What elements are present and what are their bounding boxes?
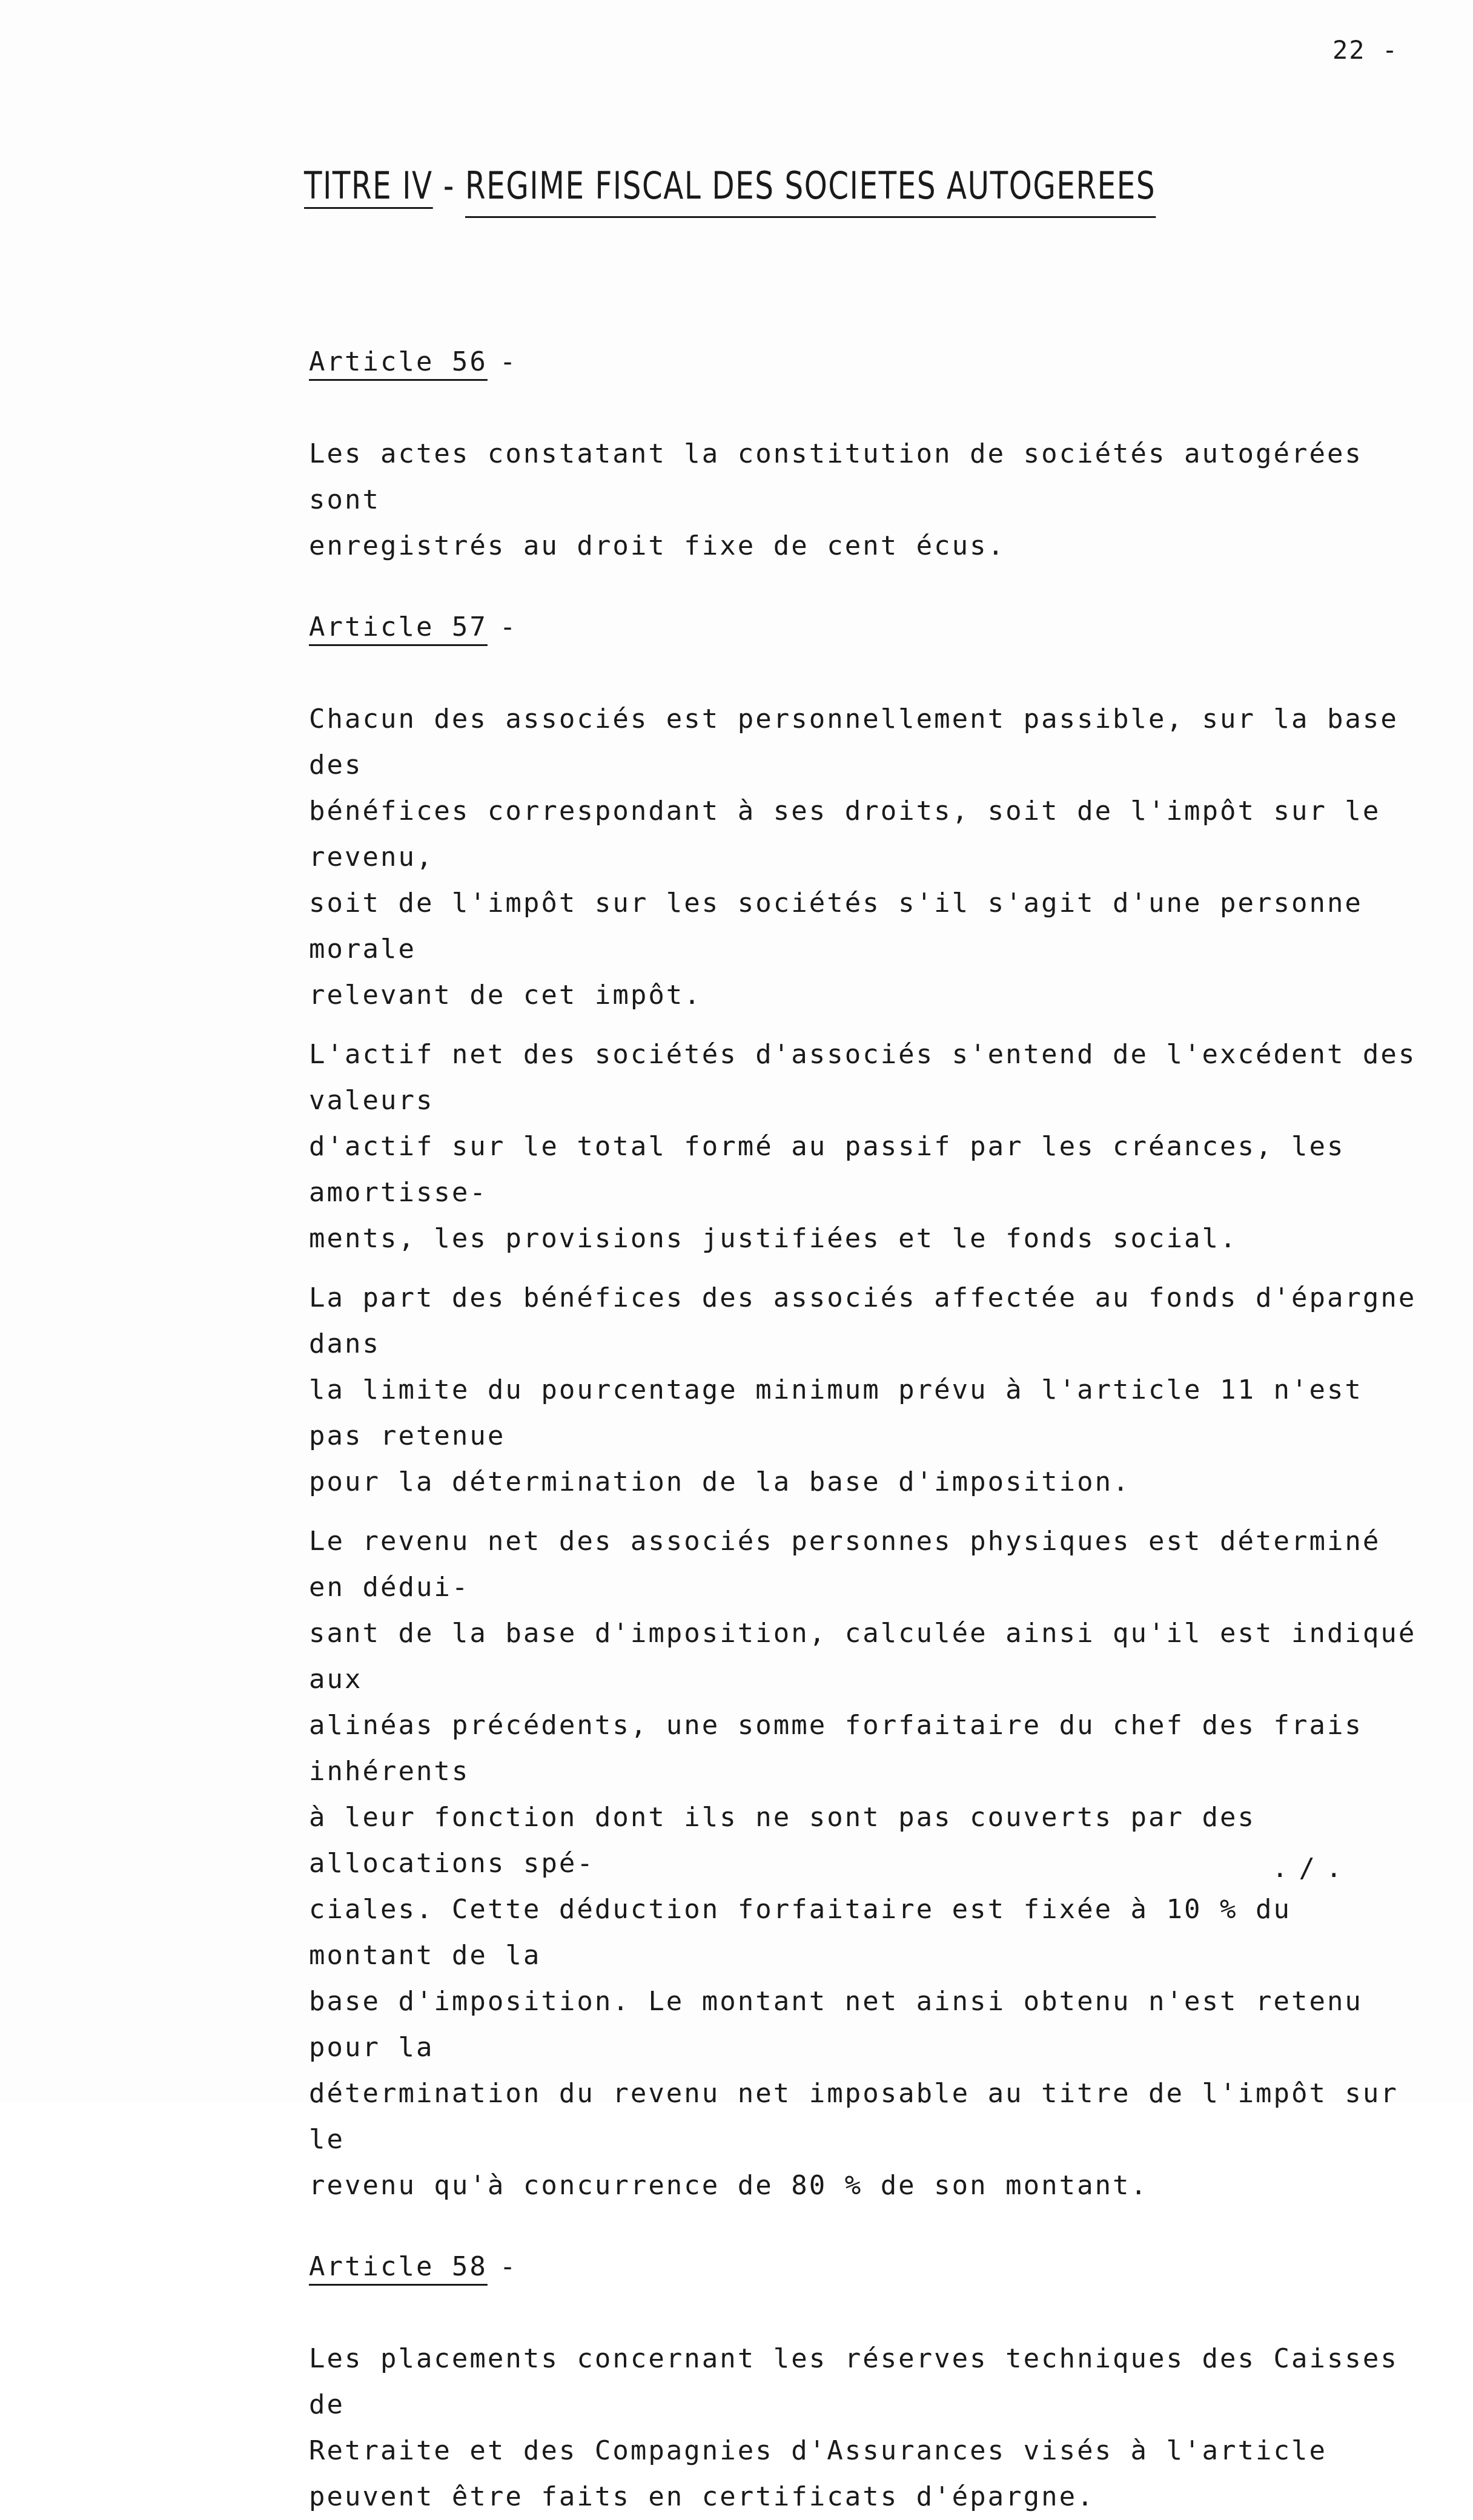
text-line: L'actif net des sociétés d'associés s'entend de l'excédent des valeurs xyxy=(309,1039,1417,1116)
paragraph xyxy=(309,696,1417,1018)
text-line: Retraite et des Compagnies d'Assurances visés à l'article xyxy=(309,2435,1327,2466)
article-heading xyxy=(309,2244,1417,2290)
continuation-mark: ./. xyxy=(1272,1853,1353,1884)
title-separator: - xyxy=(443,163,455,208)
text-line: bénéfices correspondant à ses droits, soit de l'impôt sur le revenu, xyxy=(309,796,1381,872)
section-title xyxy=(304,163,1156,208)
article-dash: - xyxy=(499,2251,518,2282)
text-line: enregistrés au droit fixe de cent écus. xyxy=(309,530,1006,561)
text-line: soit de l'impôt sur les sociétés s'il s'agit d'une personne morale xyxy=(309,888,1363,965)
text-line: Les actes constatant la constitution de sociétés autogérées sont xyxy=(309,438,1363,515)
text-line: La part des bénéfices des associés affectée au fonds d'épargne dans xyxy=(309,1282,1417,1359)
paragraph xyxy=(309,431,1417,569)
article-58 xyxy=(309,2244,1417,2520)
paragraph xyxy=(309,1275,1417,1505)
article-57 xyxy=(309,604,1417,2209)
text-line: détermination du revenu net imposable au titre de l'impôt sur le xyxy=(309,2078,1399,2155)
title-number: TITRE IV xyxy=(304,163,433,208)
text-line: ciales. Cette déduction forfaitaire est fixée à 10 % du montant de la xyxy=(309,1894,1291,1971)
text-line: sant de la base d'imposition, calculée ainsi qu'il est indiqué aux xyxy=(309,1618,1417,1695)
text-line: relevant de cet impôt. xyxy=(309,980,702,1011)
text-line: peuvent être faits en certificats d'épargne. xyxy=(309,2481,1095,2512)
text-line: base d'imposition. Le montant net ainsi obtenu n'est retenu pour la xyxy=(309,1986,1363,2063)
text-line: Les placements concernant les réserves techniques des Caisses de xyxy=(309,2343,1399,2420)
text-line: alinéas précédents, une somme forfaitaire du chef des frais inhérents xyxy=(309,1710,1363,1787)
paragraph xyxy=(309,1032,1417,1262)
article-label: Article 58 xyxy=(309,2251,488,2282)
article-label: Article 57 xyxy=(309,612,488,642)
text-line: à leur fonction dont ils ne sont pas couverts par des allocations spé- xyxy=(309,1802,1256,1879)
article-dash: - xyxy=(499,612,518,642)
article-heading xyxy=(309,604,1417,650)
page-number: 22 - xyxy=(1332,35,1399,65)
text-line: pour la détermination de la base d'imposition. xyxy=(309,1466,1131,1497)
text-line: Le revenu net des associés personnes physiques est déterminé en dédui- xyxy=(309,1526,1381,1603)
article-heading xyxy=(309,339,1417,385)
text-line: Chacun des associés est personnellement passible, sur la base des xyxy=(309,704,1399,780)
article-dash: - xyxy=(499,346,518,377)
article-label: Article 56 xyxy=(309,346,488,377)
document-body xyxy=(309,339,1417,2520)
article-56 xyxy=(309,339,1417,569)
paragraph xyxy=(309,1519,1417,2209)
paragraph xyxy=(309,2336,1417,2520)
text-line: d'actif sur le total formé au passif par les créances, les amortisse- xyxy=(309,1131,1345,1208)
text-line: revenu qu'à concurrence de 80 % de son montant. xyxy=(309,2170,1149,2201)
title-text: REGIME FISCAL DES SOCIETES AUTOGEREES xyxy=(465,163,1156,218)
text-line: ments, les provisions justifiées et le fonds social. xyxy=(309,1223,1238,1254)
text-line: la limite du pourcentage minimum prévu à l'article 11 n'est pas retenue xyxy=(309,1374,1363,1451)
